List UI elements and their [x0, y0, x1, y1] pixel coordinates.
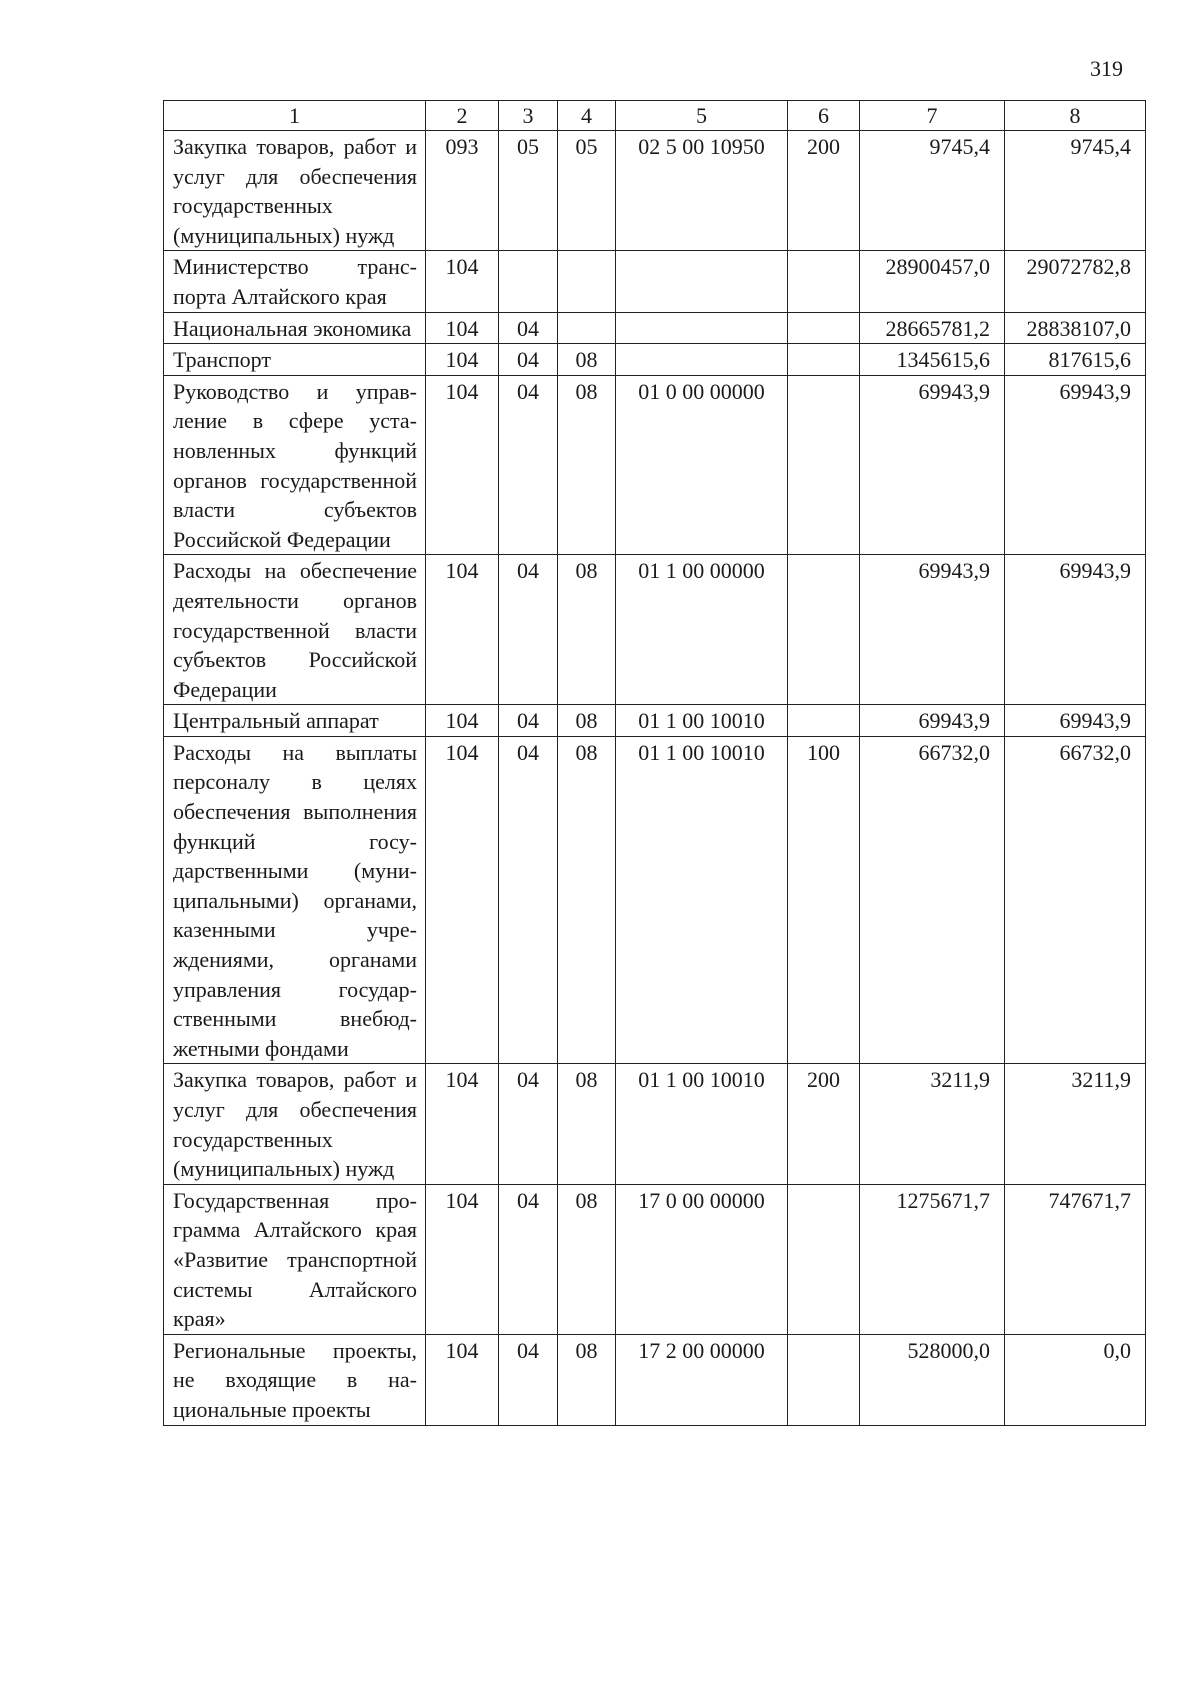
row-name-cell: Центральный аппарат	[164, 705, 426, 737]
ministry-code-cell: 104	[426, 555, 499, 705]
expense-type-cell	[788, 375, 860, 555]
ministry-code-cell: 104	[426, 344, 499, 376]
budget-table	[163, 100, 1146, 1426]
amount-col7-cell: 69943,9	[860, 705, 1005, 737]
row-name-cell: Руководство и управление в сфере установленных функций органов государственной власти субъектов Российской Федерации	[164, 375, 426, 555]
subsection-code-cell: 08	[558, 1184, 616, 1334]
amount-col8-cell: 747671,7	[1005, 1184, 1146, 1334]
subsection-code-cell: 08	[558, 1064, 616, 1184]
table-row	[164, 1334, 1146, 1425]
row-name-cell: Государственная программа Алтайского края «Развитие транспортной системы Алтайского края»	[164, 1184, 426, 1334]
ministry-code-cell: 104	[426, 251, 499, 312]
column-header: 1	[164, 101, 426, 131]
amount-col7-cell: 1345615,6	[860, 344, 1005, 376]
column-header: 6	[788, 101, 860, 131]
table-row	[164, 375, 1146, 555]
expense-type-cell	[788, 1184, 860, 1334]
amount-col8-cell: 3211,9	[1005, 1064, 1146, 1184]
amount-col7-cell: 3211,9	[860, 1064, 1005, 1184]
section-code-cell: 04	[499, 312, 558, 344]
ministry-code-cell: 104	[426, 1334, 499, 1425]
subsection-code-cell: 08	[558, 375, 616, 555]
target-item-code-cell: 17 2 00 00000	[616, 1334, 788, 1425]
column-header: 7	[860, 101, 1005, 131]
row-name-cell: Национальная экономика	[164, 312, 426, 344]
expense-type-cell	[788, 344, 860, 376]
table-header-row	[164, 101, 1146, 131]
expense-type-cell	[788, 705, 860, 737]
table-row	[164, 1064, 1146, 1184]
expense-type-cell	[788, 312, 860, 344]
section-code-cell: 04	[499, 344, 558, 376]
amount-col8-cell: 28838107,0	[1005, 312, 1146, 344]
table-row	[164, 131, 1146, 251]
target-item-code-cell	[616, 312, 788, 344]
section-code-cell	[499, 251, 558, 312]
expense-type-cell: 200	[788, 1064, 860, 1184]
section-code-cell: 04	[499, 736, 558, 1064]
subsection-code-cell	[558, 251, 616, 312]
row-name-cell: Министерство транспорта Алтайского края	[164, 251, 426, 312]
section-code-cell: 04	[499, 705, 558, 737]
table-row	[164, 1184, 1146, 1334]
column-header: 8	[1005, 101, 1146, 131]
target-item-code-cell: 01 1 00 10010	[616, 1064, 788, 1184]
ministry-code-cell: 104	[426, 1184, 499, 1334]
target-item-code-cell: 01 0 00 00000	[616, 375, 788, 555]
amount-col7-cell: 9745,4	[860, 131, 1005, 251]
table-row	[164, 344, 1146, 376]
row-name-cell: Расходы на выплаты персоналу в целях обеспечения выполнения функций государственными (муниципальными) органами, казенными учреждениями, органами управления государственными внебюджетными фондами	[164, 736, 426, 1064]
section-code-cell: 04	[499, 1064, 558, 1184]
subsection-code-cell	[558, 312, 616, 344]
ministry-code-cell: 104	[426, 705, 499, 737]
subsection-code-cell: 08	[558, 555, 616, 705]
ministry-code-cell: 104	[426, 375, 499, 555]
amount-col7-cell: 69943,9	[860, 555, 1005, 705]
column-header: 2	[426, 101, 499, 131]
target-item-code-cell: 01 1 00 00000	[616, 555, 788, 705]
expense-type-cell	[788, 1334, 860, 1425]
target-item-code-cell: 02 5 00 10950	[616, 131, 788, 251]
section-code-cell: 04	[499, 375, 558, 555]
column-header: 3	[499, 101, 558, 131]
table-row	[164, 705, 1146, 737]
ministry-code-cell: 104	[426, 312, 499, 344]
subsection-code-cell: 05	[558, 131, 616, 251]
section-code-cell: 04	[499, 1184, 558, 1334]
row-name-cell: Транспорт	[164, 344, 426, 376]
amount-col8-cell: 9745,4	[1005, 131, 1146, 251]
page-number: 319	[1090, 56, 1123, 81]
amount-col7-cell: 528000,0	[860, 1334, 1005, 1425]
table-row	[164, 251, 1146, 312]
ministry-code-cell: 104	[426, 736, 499, 1064]
target-item-code-cell: 01 1 00 10010	[616, 736, 788, 1064]
expense-type-cell	[788, 251, 860, 312]
amount-col7-cell: 1275671,7	[860, 1184, 1005, 1334]
ministry-code-cell: 093	[426, 131, 499, 251]
section-code-cell: 05	[499, 131, 558, 251]
expense-type-cell	[788, 555, 860, 705]
table-row	[164, 555, 1146, 705]
amount-col8-cell: 69943,9	[1005, 705, 1146, 737]
table-row	[164, 736, 1146, 1064]
section-code-cell: 04	[499, 1334, 558, 1425]
amount-col8-cell: 0,0	[1005, 1334, 1146, 1425]
expense-type-cell: 200	[788, 131, 860, 251]
row-name-cell: Закупка товаров, работ и услуг для обеспечения государственных (муниципальных) нужд	[164, 131, 426, 251]
subsection-code-cell: 08	[558, 1334, 616, 1425]
amount-col8-cell: 66732,0	[1005, 736, 1146, 1064]
target-item-code-cell: 17 0 00 00000	[616, 1184, 788, 1334]
amount-col8-cell: 817615,6	[1005, 344, 1146, 376]
table-row	[164, 312, 1146, 344]
row-name-cell: Расходы на обеспечение деятельности органов государственной власти субъектов Российской Федерации	[164, 555, 426, 705]
target-item-code-cell	[616, 251, 788, 312]
amount-col8-cell: 69943,9	[1005, 375, 1146, 555]
row-name-cell: Закупка товаров, работ и услуг для обеспечения государственных (муниципальных) нужд	[164, 1064, 426, 1184]
amount-col8-cell: 69943,9	[1005, 555, 1146, 705]
row-name-cell: Региональные проекты, не входящие в национальные проекты	[164, 1334, 426, 1425]
ministry-code-cell: 104	[426, 1064, 499, 1184]
section-code-cell: 04	[499, 555, 558, 705]
column-header: 5	[616, 101, 788, 131]
column-header: 4	[558, 101, 616, 131]
subsection-code-cell: 08	[558, 344, 616, 376]
subsection-code-cell: 08	[558, 705, 616, 737]
target-item-code-cell: 01 1 00 10010	[616, 705, 788, 737]
subsection-code-cell: 08	[558, 736, 616, 1064]
expense-type-cell: 100	[788, 736, 860, 1064]
amount-col7-cell: 28665781,2	[860, 312, 1005, 344]
amount-col8-cell: 29072782,8	[1005, 251, 1146, 312]
amount-col7-cell: 66732,0	[860, 736, 1005, 1064]
target-item-code-cell	[616, 344, 788, 376]
amount-col7-cell: 69943,9	[860, 375, 1005, 555]
amount-col7-cell: 28900457,0	[860, 251, 1005, 312]
